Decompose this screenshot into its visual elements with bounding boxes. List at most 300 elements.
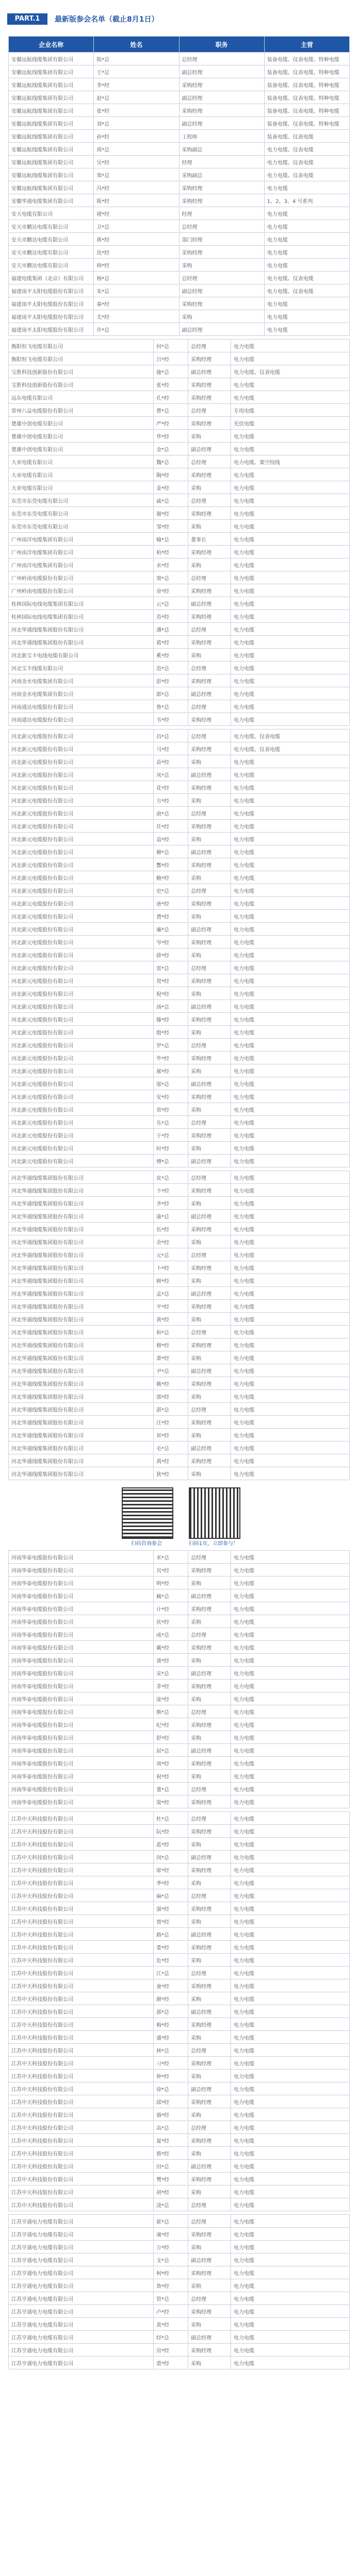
table-cell: 采购 [188, 2185, 231, 2198]
table-cell: 采购经理 [188, 713, 231, 726]
table-row [9, 417, 350, 430]
table-cell: 河北华通线缆集团股份有限公司 [9, 623, 154, 636]
table-cell: 工程师 [179, 130, 264, 143]
table-row [9, 1142, 350, 1155]
table-row [9, 2018, 350, 2031]
table-cell: 副总经理 [188, 1928, 231, 1941]
table-cell: 电力电缆 [231, 1351, 350, 1364]
table-cell: 总经理 [179, 53, 264, 65]
table-row [9, 1077, 350, 1090]
table-cell: 电力电缆 [231, 1783, 350, 1795]
table-cell: 采购经理 [188, 1757, 231, 1770]
table-cell: 总经理 [188, 961, 231, 974]
table-cell: 谈*经 [154, 1654, 188, 1667]
table-cell: 电力电缆 [231, 1235, 350, 1248]
table-cell: 安徽远航线缆集团有限公司 [9, 168, 94, 181]
table-row [9, 1680, 350, 1692]
table-row [9, 2031, 350, 2044]
table-cell: 河北新元电缆股份有限公司 [9, 1090, 154, 1103]
table-cell: 元*总 [154, 1248, 188, 1261]
table-cell: 殷*经 [154, 1026, 188, 1039]
table-cell: 姚*经 [154, 1377, 188, 1390]
table-cell: 副总经理 [188, 1155, 231, 1167]
table-cell: 广州岭南电缆股份有限公司 [9, 584, 154, 597]
table-cell: 电力电缆 [231, 1680, 350, 1692]
table-cell: 采购 [188, 948, 231, 961]
table-row [9, 1602, 350, 1615]
table-row [9, 1326, 350, 1338]
table-cell: 吴*经 [94, 156, 179, 168]
table-cell: 电力电缆 [231, 391, 350, 404]
table-cell: 采购 [188, 520, 231, 533]
table-row [9, 2134, 350, 2147]
table-cell: 江苏亨通电力电缆有限公司 [9, 2279, 154, 2292]
table-cell: 采购 [188, 2108, 231, 2121]
table-cell: 江*总 [154, 1967, 188, 1979]
table-cell: 采购经理 [188, 897, 231, 910]
table-cell: 倪*经 [154, 987, 188, 1000]
table-cell: 采购 [188, 794, 231, 807]
table-cell: 河南华泰电缆股份有限公司 [9, 1731, 154, 1744]
table-cell: 河北华通线缆集团股份有限公司 [9, 1300, 154, 1313]
table-row [9, 352, 350, 365]
table-cell: 颜*经 [154, 1992, 188, 2005]
table-cell: 电力电缆 [231, 649, 350, 662]
table-cell: 采购经理 [179, 181, 264, 194]
table-cell: 副总经理 [188, 2331, 231, 2344]
table-cell: 电力电缆 [231, 443, 350, 455]
attendee-table [8, 1811, 350, 2211]
table-cell: 阮*经 [154, 1825, 188, 1838]
table-cell: 柳*总 [154, 845, 188, 858]
table-cell: 采购 [188, 1142, 231, 1155]
table-row [9, 1064, 350, 1077]
table-row [9, 1338, 350, 1351]
table-cell: 河南华泰电缆股份有限公司 [9, 1589, 154, 1602]
table-row [9, 520, 350, 533]
table-row [9, 584, 350, 597]
table-row [9, 1615, 350, 1628]
table-cell: 河北华通线缆集团股份有限公司 [9, 1313, 154, 1326]
table-cell: 总经理 [188, 2198, 231, 2211]
table-cell: 孙*经 [94, 130, 179, 143]
table-cell: 采购 [188, 1954, 231, 1967]
table-cell: 采购经理 [188, 1902, 231, 1915]
table-cell: 采购经理 [188, 1718, 231, 1731]
table-cell: 电力电缆 [231, 1992, 350, 2005]
table-cell: 电力电缆 [231, 781, 350, 794]
table-cell: 河北新元电缆股份有限公司 [9, 755, 154, 768]
table-cell: 皮*总 [154, 1171, 188, 1184]
table-row [9, 948, 350, 961]
table-cell: 采购经理 [188, 1013, 231, 1026]
table-cell: 汤*总 [154, 1000, 188, 1013]
table-cell: 河北新元电缆股份有限公司 [9, 897, 154, 910]
table-cell: 大亚电缆有限公司 [9, 468, 154, 481]
table-cell: 电力电缆 [231, 352, 350, 365]
table-cell: 电力电缆 [264, 259, 349, 272]
table-row [9, 2005, 350, 2018]
table-cell: 电力电缆 [231, 1261, 350, 1274]
table-cell: 采购经理 [188, 2305, 231, 2318]
table-row [9, 91, 350, 104]
table-cell: 福建南平太阳电缆股份有限公司 [9, 284, 94, 297]
table-cell: 副总经理 [188, 768, 231, 781]
table-cell: 江苏亨通电力电缆有限公司 [9, 2266, 154, 2279]
table-row [9, 1928, 350, 1941]
table-cell: 电力电缆 [231, 2185, 350, 2198]
table-cell: 采购 [188, 430, 231, 443]
table-row [9, 713, 350, 726]
table-cell: 专用电缆 [231, 404, 350, 417]
table-cell: 任*经 [154, 820, 188, 833]
table-cell: 江苏中天科技股份有限公司 [9, 1954, 154, 1967]
table-cell: 郎*总 [154, 687, 188, 700]
table-cell: 河南通达电缆股份有限公司 [9, 700, 154, 713]
table-cell: 江苏亨通电力电缆有限公司 [9, 2292, 154, 2305]
table-cell: 窦*总 [154, 571, 188, 584]
table-cell: 水*经 [154, 558, 188, 571]
table-cell: 舒*经 [154, 1731, 188, 1744]
table-cell: 孟*总 [154, 1287, 188, 1300]
table-row [9, 2215, 350, 2228]
table-cell: 采购 [188, 1351, 231, 1364]
table-cell: 电力电缆 [231, 884, 350, 897]
table-row [9, 78, 350, 91]
table-row [9, 53, 350, 65]
table-cell: 采购 [188, 481, 231, 494]
table-cell: 河北华通线缆集团股份有限公司 [9, 1442, 154, 1454]
table-cell: 电力电缆 [231, 1403, 350, 1416]
table-cell: 安徽远航线缆集团有限公司 [9, 130, 94, 143]
section-gap [0, 2369, 358, 2372]
table-cell: 电力电缆 [231, 378, 350, 391]
table-cell: 凌*总 [154, 2198, 188, 2211]
table-cell: 电力电缆、仪表电缆 [231, 730, 350, 742]
table-cell: 江苏中天科技股份有限公司 [9, 1889, 154, 1902]
table-cell: 毛*总 [154, 1442, 188, 1454]
table-cell: 河北华通线缆集团股份有限公司 [9, 1338, 154, 1351]
table-cell: 电力电缆 [231, 1454, 350, 1467]
table-row [9, 1235, 350, 1248]
table-cell: 河北新元电缆股份有限公司 [9, 858, 154, 871]
table-row [9, 1210, 350, 1223]
table-cell: 臧*总 [154, 1589, 188, 1602]
qr-code-area [0, 1480, 358, 1550]
table-cell: 电力电缆 [231, 1979, 350, 1992]
table-cell: 电力电缆 [231, 1795, 350, 1808]
table-cell: 云*总 [154, 597, 188, 610]
table-cell: 时*经 [154, 1142, 188, 1155]
table-cell: 总经理 [188, 1403, 231, 1416]
table-cell: 采购经理 [188, 742, 231, 755]
table-cell: 狄*经 [154, 1467, 188, 1480]
table-row [9, 571, 350, 584]
table-cell: 电力电缆 [231, 2160, 350, 2173]
table-cell: 部门经理 [179, 233, 264, 246]
table-cell: 鲍*经 [154, 871, 188, 884]
table-row [9, 468, 350, 481]
table-cell: 田*总 [154, 2160, 188, 2173]
table-cell: 电力电缆 [231, 833, 350, 845]
table-cell: 江苏中天科技股份有限公司 [9, 2057, 154, 2070]
table-cell: 河南华泰电缆股份有限公司 [9, 1705, 154, 1718]
table-cell: 采购经理 [179, 297, 264, 310]
table-cell: 江苏中天科技股份有限公司 [9, 2018, 154, 2031]
table-cell: 电力电缆 [231, 1577, 350, 1589]
table-cell: 河北宝丰线缆有限公司 [9, 662, 154, 674]
table-cell: 采购经理 [188, 1223, 231, 1235]
table-cell: 胡*经 [154, 2185, 188, 2198]
table-row [9, 1274, 350, 1287]
table-cell: 河北新元电缆股份有限公司 [9, 1142, 154, 1155]
table-cell: 电力电缆 [231, 1377, 350, 1390]
table-cell: 江苏中天科技股份有限公司 [9, 1838, 154, 1851]
table-row [9, 1248, 350, 1261]
table-row [9, 687, 350, 700]
table-row [9, 1992, 350, 2005]
table-cell: 电力电缆 [231, 1039, 350, 1052]
table-cell: 电力电缆 [231, 623, 350, 636]
table-row [9, 1116, 350, 1129]
table-row [9, 2198, 350, 2211]
table-cell: 电力电缆 [231, 1326, 350, 1338]
table-cell: 电力电缆 [231, 1116, 350, 1129]
table-cell: 电力电缆 [231, 546, 350, 558]
table-cell: 钟*经 [154, 2070, 188, 2082]
table-cell: 采购经理 [188, 2095, 231, 2108]
table-row [9, 546, 350, 558]
table-row [9, 2173, 350, 2185]
table-cell: 河南金水电缆集团有限公司 [9, 687, 154, 700]
table-row [9, 1902, 350, 1915]
table-cell: 电力电缆 [231, 1825, 350, 1838]
table-cell: 电力电缆 [231, 820, 350, 833]
table-cell: 祝*经 [154, 1770, 188, 1783]
table-cell: 江苏中天科技股份有限公司 [9, 2095, 154, 2108]
table-row [9, 168, 350, 181]
table-cell: 采购 [188, 1692, 231, 1705]
table-row [9, 1013, 350, 1026]
table-row [9, 858, 350, 871]
table-cell: 采购经理 [188, 1052, 231, 1064]
table-row [9, 884, 350, 897]
table-row [9, 1171, 350, 1184]
table-cell: 河北新元电缆股份有限公司 [9, 742, 154, 755]
part-badge: PART.1 [7, 13, 47, 25]
table-cell: 管*总 [154, 2292, 188, 2305]
table-cell: 采购经理 [188, 1602, 231, 1615]
table-cell: 江苏中天科技股份有限公司 [9, 1979, 154, 1992]
table-cell: 宝胜科技创新股份有限公司 [9, 378, 154, 391]
table-row [9, 1838, 350, 1851]
table-cell: 总经理 [179, 272, 264, 284]
table-row [9, 297, 350, 310]
table-cell: 河北新元电缆股份有限公司 [9, 794, 154, 807]
table-cell: 副总经理 [188, 1287, 231, 1300]
table-cell: 电力电缆 [231, 584, 350, 597]
table-cell: 安徽远航线缆集团有限公司 [9, 156, 94, 168]
table-cell: 采购 [188, 1915, 231, 1928]
table-cell: 电力电缆 [231, 2279, 350, 2292]
table-row [9, 742, 350, 755]
table-cell: 电力电缆 [231, 1628, 350, 1641]
table-cell: 总经理 [188, 1889, 231, 1902]
table-cell: 薛*经 [154, 948, 188, 961]
table-cell: 电力电缆 [231, 1705, 350, 1718]
table-cell: 楚雄中创电缆有限公司 [9, 417, 154, 430]
table-cell: 安徽远航线缆集团有限公司 [9, 91, 94, 104]
table-row [9, 610, 350, 623]
table-row [9, 2318, 350, 2331]
table-cell: 电力电缆 [231, 1467, 350, 1480]
table-cell: 采购 [188, 1467, 231, 1480]
table-row [9, 481, 350, 494]
table-cell: 河北华通线缆集团股份有限公司 [9, 1351, 154, 1364]
table-cell: 采购 [188, 1313, 231, 1326]
table-cell: 张*经 [94, 104, 179, 117]
table-row [9, 936, 350, 948]
table-cell: 电力电缆 [231, 936, 350, 948]
table-cell: 采购经理 [188, 1863, 231, 1876]
table-cell: 电力电缆 [231, 1248, 350, 1261]
table-cell: 蔡*经 [154, 2147, 188, 2160]
table-cell: 电力电缆 [231, 2044, 350, 2057]
table-cell: 电力电缆 [231, 1000, 350, 1013]
table-cell: 萧*经 [154, 1351, 188, 1364]
table-cell: 穆*经 [154, 1338, 188, 1351]
table-cell: 总经理 [188, 1171, 231, 1184]
table-cell: 廉*总 [154, 923, 188, 936]
table-cell: 常*经 [154, 1103, 188, 1116]
table-cell: 樊*经 [154, 2173, 188, 2185]
table-cell: 俞*总 [154, 807, 188, 820]
table-row [9, 923, 350, 936]
table-cell: 衡阳恒飞电缆有限公司 [9, 352, 154, 365]
table-cell: 邵*经 [154, 1390, 188, 1403]
table-cell: 潘*总 [154, 623, 188, 636]
table-cell: 河南金水电缆集团有限公司 [9, 674, 154, 687]
table-row [9, 1889, 350, 1902]
table-cell: 蒋*经 [94, 233, 179, 246]
table-row [9, 1223, 350, 1235]
table-row [9, 623, 350, 636]
table-cell: 施*总 [154, 365, 188, 378]
table-row [9, 1429, 350, 1442]
table-cell: 电力电缆 [231, 1941, 350, 1954]
table-cell: 电力电缆 [231, 1902, 350, 1915]
table-cell: 河北华通线缆集团股份有限公司 [9, 1210, 154, 1223]
table-cell: 副总经理 [179, 284, 264, 297]
table-cell: 项*经 [154, 1757, 188, 1770]
table-cell: 采购经理 [188, 1261, 231, 1274]
table-cell: 电力电缆 [231, 1155, 350, 1167]
table-row [9, 181, 350, 194]
table-row [9, 558, 350, 571]
table-cell: 卫*总 [94, 220, 179, 233]
table-cell: 尤*经 [94, 310, 179, 323]
table-cell: 李*经 [94, 78, 179, 91]
table-cell: 河北华通线缆集团股份有限公司 [9, 636, 154, 649]
table-cell: 衡阳恒飞电缆有限公司 [9, 340, 154, 352]
table-row [9, 378, 350, 391]
table-cell: 电力电缆 [231, 2173, 350, 2185]
table-cell: 河北新元电缆股份有限公司 [9, 730, 154, 742]
table-cell: 河南华泰电缆股份有限公司 [9, 1551, 154, 1564]
table-cell: 电力电缆 [231, 2005, 350, 2018]
table-row [9, 533, 350, 546]
table-row [9, 649, 350, 662]
table-cell: 电力电缆 [231, 1210, 350, 1223]
table-cell: 采购经理 [188, 858, 231, 871]
table-cell: 郑*总 [94, 168, 179, 181]
table-cell: 江苏中天科技股份有限公司 [9, 2070, 154, 2082]
table-cell: 屈*总 [154, 1744, 188, 1757]
table-row [9, 2253, 350, 2266]
table-row [9, 1000, 350, 1013]
table-row [9, 259, 350, 272]
table-cell: 副总经理 [188, 1744, 231, 1757]
table-cell: 电力电缆 [231, 1274, 350, 1287]
table-row [9, 1667, 350, 1680]
table-cell: 贝*经 [154, 1564, 188, 1577]
table-row [9, 2108, 350, 2121]
column-header: 职务 [179, 37, 264, 53]
table-cell: 采购 [188, 1274, 231, 1287]
table-cell: 明*经 [154, 1577, 188, 1589]
table-row [9, 2147, 350, 2160]
table-cell: 总经理 [188, 1116, 231, 1129]
table-row [9, 1300, 350, 1313]
table-cell: 河北华通线缆集团股份有限公司 [9, 1197, 154, 1210]
table-cell: 路*总 [154, 1928, 188, 1941]
table-cell: 采购经理 [188, 584, 231, 597]
table-cell: 江苏中天科技股份有限公司 [9, 1902, 154, 1915]
table-cell: 电力电缆 [231, 340, 350, 352]
attendee-table [8, 1171, 350, 1480]
table-cell: 副总经理 [188, 845, 231, 858]
table-cell: 江苏中天科技股份有限公司 [9, 2121, 154, 2134]
table-cell: 采购经理 [188, 468, 231, 481]
table-row [9, 2331, 350, 2344]
table-cell: 茅*经 [154, 1680, 188, 1692]
table-cell: 桂林国际电线电缆集团有限公司 [9, 597, 154, 610]
table-cell: 万*经 [154, 2241, 188, 2253]
attendee-list [0, 36, 358, 2372]
table-cell: 电力电缆 [231, 1641, 350, 1654]
table-cell: 河北华通线缆集团股份有限公司 [9, 1261, 154, 1274]
table-cell: 采购经理 [188, 820, 231, 833]
table-cell: 电力电缆 [231, 1615, 350, 1628]
table-cell: 总经理 [188, 404, 231, 417]
table-cell: 梁*经 [154, 1795, 188, 1808]
table-cell: 电力电缆 [231, 858, 350, 871]
table-cell: 电力电缆 [231, 1602, 350, 1615]
table-row [9, 65, 350, 78]
table-cell: 采购 [188, 1429, 231, 1442]
table-cell: 电力电缆 [231, 533, 350, 546]
table-cell: 鲁*总 [154, 700, 188, 713]
table-cell: 江苏中天科技股份有限公司 [9, 1863, 154, 1876]
table-cell: 采购经理 [188, 2266, 231, 2279]
table-cell: 裘*经 [154, 2357, 188, 2369]
table-cell: 东莞市东莞电缆有限公司 [9, 494, 154, 507]
table-row [9, 1705, 350, 1718]
table-cell: 电力电缆 [264, 246, 349, 259]
table-cell: 河北新元电缆股份有限公司 [9, 884, 154, 897]
table-cell: 装备电缆、仪表电缆、特种电缆 [264, 104, 349, 117]
table-cell: 总经理 [188, 1812, 231, 1825]
